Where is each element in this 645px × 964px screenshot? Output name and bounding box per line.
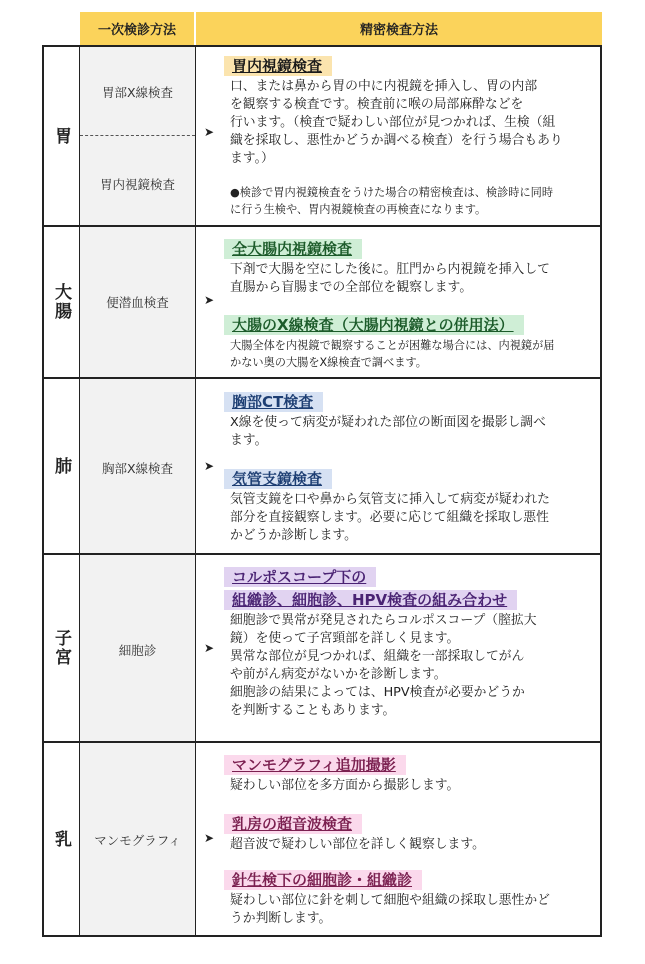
primary-method: 胃内視鏡検査: [99, 177, 175, 192]
row-uterus: [44, 555, 600, 743]
primary-method-cell: [80, 47, 196, 225]
primary-method: 胸部X線検査: [101, 461, 174, 476]
primary-method: 細胞診: [118, 643, 157, 658]
organ-label: 胃: [44, 47, 80, 225]
header-detail-method: 精密検査方法: [196, 12, 602, 45]
exam-title: 気管支鏡検査: [224, 469, 332, 489]
arrow-icon: ➤: [204, 831, 215, 845]
exam-description: 大腸全体を内視鏡で観察することが困難な場合には、内視鏡が届 かない奥の大腸をX線検査で調べます。: [230, 339, 555, 369]
exam-description: X線を使って病変が疑われた部位の断面図を撮影し調べ ます。: [230, 415, 546, 448]
dashed-divider: [80, 135, 195, 136]
exam-title: 針生検下の細胞診・組織診: [224, 870, 422, 890]
detail-cell: [224, 555, 596, 741]
screening-table: [42, 45, 602, 937]
organ-label: 大腸: [44, 227, 80, 377]
arrow-icon: ➤: [204, 641, 215, 655]
exam-title: 胃内視鏡検査: [224, 56, 332, 76]
primary-method: 胃部X線検査: [101, 85, 174, 100]
exam-title: 組織診、細胞診、HPV検査の組み合わせ: [224, 590, 517, 610]
exam-description: 気管支鏡を口や鼻から気管支に挿入して病変が疑われた 部分を直接観察します。必要に応じて組織を採取し悪性 かどうか診断します。: [230, 492, 550, 543]
exam-title: 胸部CT検査: [224, 392, 323, 412]
primary-method-cell: [80, 555, 196, 741]
exam-title: マンモグラフィ追加撮影: [224, 755, 406, 775]
exam-description: 疑わしい部位を多方面から撮影します。: [230, 778, 460, 793]
primary-method-cell: [80, 227, 196, 377]
exam-description: 細胞診で異常が発見されたらコルポスコープ（膣拡大 鏡）を使って子宮頸部を詳しく見ます。 異常な部位が見つかれば、組織を一部採取してがん や前がん病変がないかを診断します。 細胞診の結果によっては、HPV検査が必要かどうか を判断することもあります。: [230, 613, 537, 718]
exam-title: 大腸のX線検査（大腸内視鏡との併用法）: [224, 315, 524, 335]
primary-method-cell: [80, 379, 196, 553]
detail-cell: [224, 743, 596, 933]
row-lung: [44, 379, 600, 555]
primary-method: 便潜血検査: [106, 295, 169, 310]
row-breast: [44, 743, 600, 935]
detail-cell: [224, 47, 596, 225]
arrow-icon: ➤: [204, 459, 215, 473]
detail-cell: [224, 379, 596, 553]
arrow-icon: ➤: [204, 125, 215, 139]
row-stomach: [44, 47, 600, 227]
exam-title: コルポスコープ下の: [224, 567, 376, 587]
exam-title: 乳房の超音波検査: [224, 814, 362, 834]
exam-description: 下剤で大腸を空にした後に。肛門から内視鏡を挿入して 直腸から盲腸までの全部位を観察します。: [230, 262, 550, 295]
arrow-icon: ➤: [204, 293, 215, 307]
exam-title: 全大腸内視鏡検査: [224, 239, 362, 259]
exam-description: 超音波で疑わしい部位を詳しく観察します。: [230, 837, 485, 852]
exam-description: 口、または鼻から胃の中に内視鏡を挿入し、胃の内部 を観察する検査です。検査前に喉の局部麻酔などを 行います。（検査で疑わしい部位が見つかれば、生検（組 織を採取し、悪性かどうか調べる検査）を行う場合もあり ます。）: [230, 79, 563, 166]
row-colon: [44, 227, 600, 379]
detail-cell: [224, 227, 596, 377]
exam-note: ●検診で胃内視鏡検査をうけた場合の精密検査は、検診時に同時 に行う生検や、胃内視鏡検査の再検査になります。: [230, 186, 554, 216]
primary-method: マンモグラフィ: [94, 833, 181, 848]
header-primary-method: 一次検診方法: [80, 12, 194, 45]
organ-label: 肺: [44, 379, 80, 553]
organ-label: 子宮: [44, 555, 80, 741]
exam-description: 疑わしい部位に針を刺して細胞や組織の採取し悪性かど うか判断します。: [230, 893, 550, 926]
organ-label: 乳: [44, 743, 80, 935]
primary-method-cell: [80, 743, 196, 935]
